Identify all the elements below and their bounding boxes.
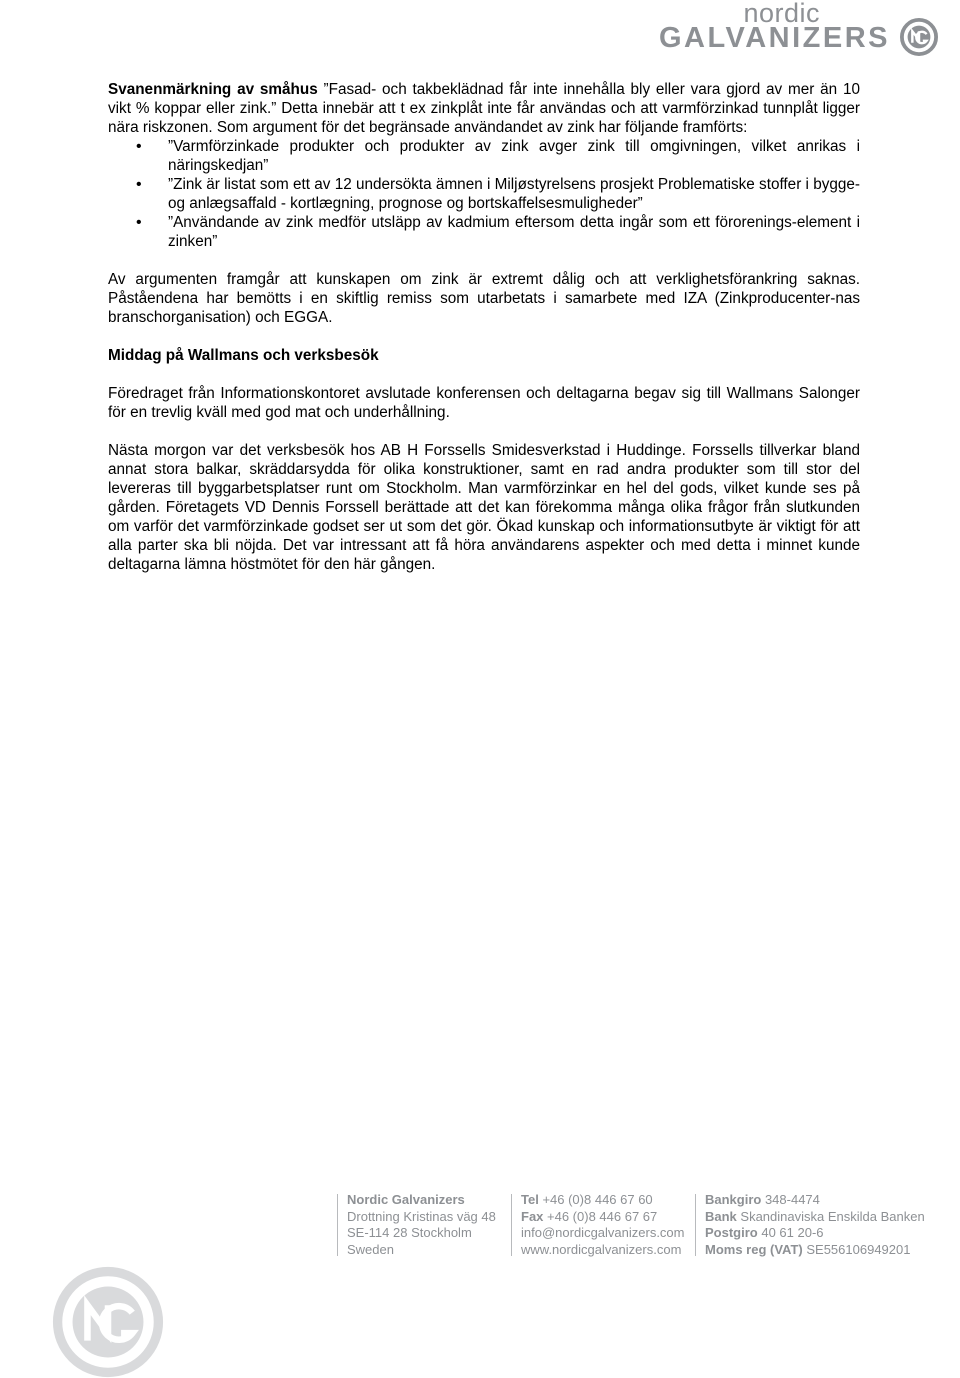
list-item: • ”Varmförzinkade produkter och produkter av zink avger zink till omgivningen, vilket anrikas i näringskedjan” [108, 137, 860, 175]
fax-value: +46 (0)8 446 67 67 [543, 1208, 658, 1224]
paragraph-svanen [108, 80, 860, 137]
tel-value: +46 (0)8 446 67 60 [538, 1192, 653, 1207]
list-item: • ”Användande av zink medför utsläpp av kadmium eftersom detta ingår som ett förorenings-element i zinken” [108, 213, 860, 251]
watermark-logo-icon [52, 1266, 164, 1378]
list-item: • ”Zink är listat som ett av 12 undersökta ämnen i Miljøstyrelsens prosjekt Problematiske stoffer i bygge- og anlægsaffald - kortlægning, prognose og bortskaffelsesmuligheder” [108, 175, 860, 213]
footer-website[interactable]: www.nordicgalvanizers.com [521, 1241, 682, 1257]
bankgiro-value: 348-4474 [761, 1192, 820, 1207]
footer [0, 1192, 960, 1262]
footer-address [347, 1192, 496, 1258]
footer-company: Nordic Galvanizers [347, 1192, 465, 1207]
paragraph-lead-bold: Svanenmärkning av småhus [108, 81, 318, 98]
vat-value: SE556106949201 [802, 1241, 911, 1257]
bank-value: Skandinaviska Enskilda Banken [736, 1208, 925, 1224]
footer-bank [705, 1192, 925, 1258]
section-heading: Middag på Wallmans och verksbesök [108, 347, 379, 364]
bankgiro-label: Bankgiro [705, 1192, 762, 1207]
footer-address-line: SE-114 28 Stockholm [347, 1225, 472, 1240]
document-body [108, 80, 860, 574]
company-logo [618, 0, 938, 62]
footer-postgiro [705, 1225, 925, 1242]
paragraph-dinner: Föredraget från Informationskontoret avslutade konferensen och deltagarna begav sig till Wallmans Salonger för en trevlig kväll med god mat och underhållning. [108, 385, 860, 421]
paragraph-visit: Nästa morgon var det verksbesök hos AB H Forssells Smidesverkstad i Huddinge. Forssells tillverkar bland annat stora balkar, skräddarsydda för olika konstruktioner, samt en rad andra produkter som till stor del levereras till byggarbetsplatser runt om Stockholm. Man varmförzinkar en hel del gods, vilket kunde ses på gården. Företagets VD Dennis Forssell berättade att det kan förekomma många olika frågor från slutkunden om varför det varmförzinkade godset ser ut som det gör. Ökad kunskap och informationsutbyte är viktigt för att alla parter ska bli nöjda. Det var intressant att få höra användarens aspekter och med detta i minnet kunde deltagarna lämna höstmötet för den här gången. [108, 442, 860, 573]
footer-country: Sweden [347, 1241, 394, 1257]
footer-tel [521, 1192, 685, 1209]
bank-label: Bank [705, 1208, 737, 1224]
paragraph-arguments: Av argumenten framgår att kunskapen om zink är extremt dålig och att verklighetsförankring saknas. Påståendena har bemötts i en skiftlig remiss som utarbetats i samarbete med IZA (Zinkproducenter-nas branschorganisation) och EGGA. [108, 271, 860, 326]
footer-bankgiro [705, 1192, 925, 1209]
footer-email[interactable]: info@nordicgalvanizers.com [521, 1225, 685, 1240]
logo-mark-icon [900, 18, 938, 56]
logo-nordic-text: nordic [743, 0, 820, 28]
footer-contact [521, 1192, 685, 1258]
vat-label: Moms reg (VAT) [705, 1241, 803, 1257]
paragraph-text: ”Fasad- och takbeklädnad får inte innehålla bly eller vara gjord av mer än 10 vikt % koppar eller zink.” Detta innebär att t ex zinkplåt inte får användas och att varmförzinkad tunnplåt ligger nära riskzonen. Som argument för det begränsade användandet av zink har följande framförts: [108, 81, 860, 136]
footer-fax [521, 1209, 685, 1226]
footer-bank-name [705, 1209, 925, 1226]
postgiro-label: Postgiro [705, 1225, 758, 1240]
footer-divider [511, 1194, 512, 1256]
footer-divider [695, 1194, 696, 1256]
argument-list [108, 137, 860, 251]
footer-address-line: Drottning Kristinas väg 48 [347, 1208, 496, 1224]
postgiro-value: 40 61 20-6 [757, 1225, 824, 1240]
fax-label: Fax [521, 1208, 544, 1224]
logo-galvanizers-text: GALVANIZERS [658, 22, 890, 54]
footer-divider [337, 1194, 338, 1256]
footer-vat [705, 1242, 925, 1259]
tel-label: Tel [521, 1192, 539, 1207]
